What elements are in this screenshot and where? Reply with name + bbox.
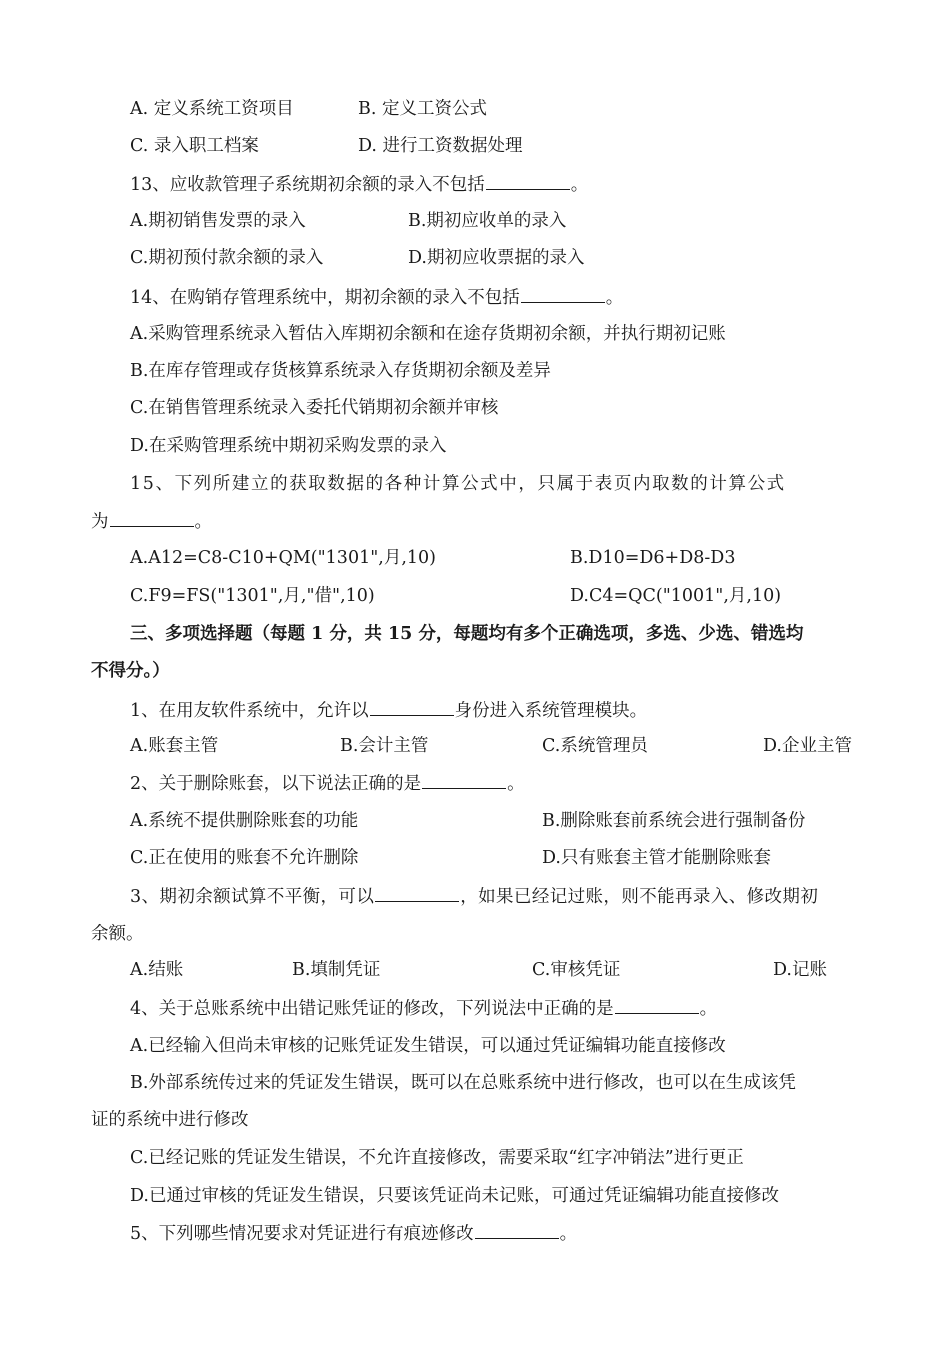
q13-option-c: C.期初预付款余额的录入 [130, 248, 324, 268]
m4-answer-blank[interactable] [615, 996, 699, 1014]
q15-answer-blank[interactable] [110, 509, 194, 527]
m1-option-d: D.企业主管 [763, 736, 852, 756]
section-3-heading-line-1: 三、多项选择题（每题 1 分，共 15 分，每题均有多个正确选项，多选、少选、错选均 [130, 624, 804, 644]
q15-stem-line-1: 15、下列所建立的获取数据的各种计算公式中，只属于表页内取数的计算公式 [130, 474, 786, 494]
m2-stem-end: 。 [507, 774, 525, 794]
m1-stem [130, 698, 647, 722]
m5-stem-text: 5、下列哪些情况要求对凭证进行有痕迹修改 [130, 1224, 474, 1244]
m2-stem-text: 2、关于删除账套，以下说法正确的是 [130, 774, 422, 794]
m2-option-c: C.正在使用的账套不允许删除 [130, 848, 359, 868]
m3-option-a: A.结账 [130, 960, 184, 980]
q15-option-b: B.D10=D6+D8-D3 [570, 548, 736, 568]
m1-option-b: B.会计主管 [340, 736, 429, 756]
m5-answer-blank[interactable] [475, 1221, 559, 1239]
q14-answer-blank[interactable] [521, 285, 605, 303]
q12-option-b: B. 定义工资公式 [358, 99, 487, 119]
m2-option-a: A.系统不提供删除账套的功能 [130, 811, 359, 831]
section-3-heading-line-2: 不得分。） [91, 661, 170, 681]
q14-option-d: D.在采购管理系统中期初采购发票的录入 [130, 436, 447, 456]
q13-stem-end: 。 [570, 175, 589, 195]
m3-stem-end: ，如果已经记过账，则不能再录入、修改期初 [460, 887, 819, 907]
q13-stem [130, 172, 588, 196]
m4-option-c: C.已经记账的凭证发生错误，不允许直接修改，需要采取“红字冲销法”进行更正 [130, 1148, 744, 1168]
m3-option-b: B.填制凭证 [292, 960, 381, 980]
m3-stem [130, 884, 818, 908]
m4-stem [130, 996, 717, 1020]
q13-answer-blank[interactable] [486, 172, 570, 190]
q13-option-a: A.期初销售发票的录入 [130, 211, 306, 231]
m2-answer-blank[interactable] [422, 771, 506, 789]
m1-stem-end: 身份进入系统管理模块。 [454, 701, 648, 721]
m2-option-d: D.只有账套主管才能删除账套 [542, 848, 771, 868]
q14-option-a: A.采购管理系统录入暂估入库期初余额和在途存货期初余额，并执行期初记账 [130, 324, 726, 344]
m2-option-b: B.删除账套前系统会进行强制备份 [542, 811, 806, 831]
m1-answer-blank[interactable] [370, 698, 454, 716]
m4-option-d: D.已通过审核的凭证发生错误，只要该凭证尚未记账，可通过凭证编辑功能直接修改 [130, 1186, 779, 1206]
m3-answer-blank[interactable] [375, 884, 459, 902]
m3-stem-line-2: 余额。 [91, 924, 144, 944]
q14-stem-text: 14、在购销存管理系统中，期初余额的录入不包括 [130, 288, 520, 308]
q12-option-d: D. 进行工资数据处理 [358, 136, 523, 156]
m4-option-a: A.已经输入但尚未审核的记账凭证发生错误，可以通过凭证编辑功能直接修改 [130, 1036, 726, 1056]
q15-stem-end: 。 [194, 512, 212, 532]
m3-stem-text: 3、期初余额试算不平衡，可以 [130, 887, 375, 907]
m3-option-c: C.审核凭证 [532, 960, 621, 980]
m4-option-b-line-2: 证的系统中进行修改 [91, 1110, 249, 1130]
m4-stem-text: 4、关于总账系统中出错记账凭证的修改，下列说法中正确的是 [130, 999, 614, 1019]
q15-option-d: D.C4=QC("1001",月,10) [570, 586, 782, 606]
q15-stem-line-2 [91, 509, 212, 533]
m1-option-c: C.系统管理员 [542, 736, 648, 756]
q14-stem-end: 。 [605, 288, 624, 308]
q14-option-b: B.在库存管理或存货核算系统录入存货期初余额及差异 [130, 361, 551, 381]
q15-option-a: A.A12=C8-C10+QM("1301",月,10) [130, 548, 436, 568]
m5-stem-end: 。 [559, 1224, 578, 1244]
q12-option-c: C. 录入职工档案 [130, 136, 259, 156]
m1-option-a: A.账套主管 [130, 736, 219, 756]
m4-option-b-line-1: B.外部系统传过来的凭证发生错误，既可以在总账系统中进行修改，也可以在生成该凭 [130, 1073, 796, 1093]
q13-option-d: D.期初应收票据的录入 [408, 248, 585, 268]
q12-option-a: A. 定义系统工资项目 [130, 99, 294, 119]
q13-stem-text: 13、应收款管理子系统期初余额的录入不包括 [130, 175, 485, 195]
m2-stem [130, 771, 525, 795]
q14-stem [130, 285, 623, 309]
m3-option-d: D.记账 [773, 960, 827, 980]
q14-option-c: C.在销售管理系统录入委托代销期初余额并审核 [130, 398, 499, 418]
m4-stem-end: 。 [699, 999, 718, 1019]
q13-option-b: B.期初应收单的录入 [408, 211, 567, 231]
m1-stem-text: 1、在用友软件系统中，允许以 [130, 701, 369, 721]
q15-stem-line-2-text: 为 [91, 512, 109, 532]
q15-option-c: C.F9=FS("1301",月,"借",10) [130, 586, 375, 606]
m5-stem [130, 1221, 577, 1245]
